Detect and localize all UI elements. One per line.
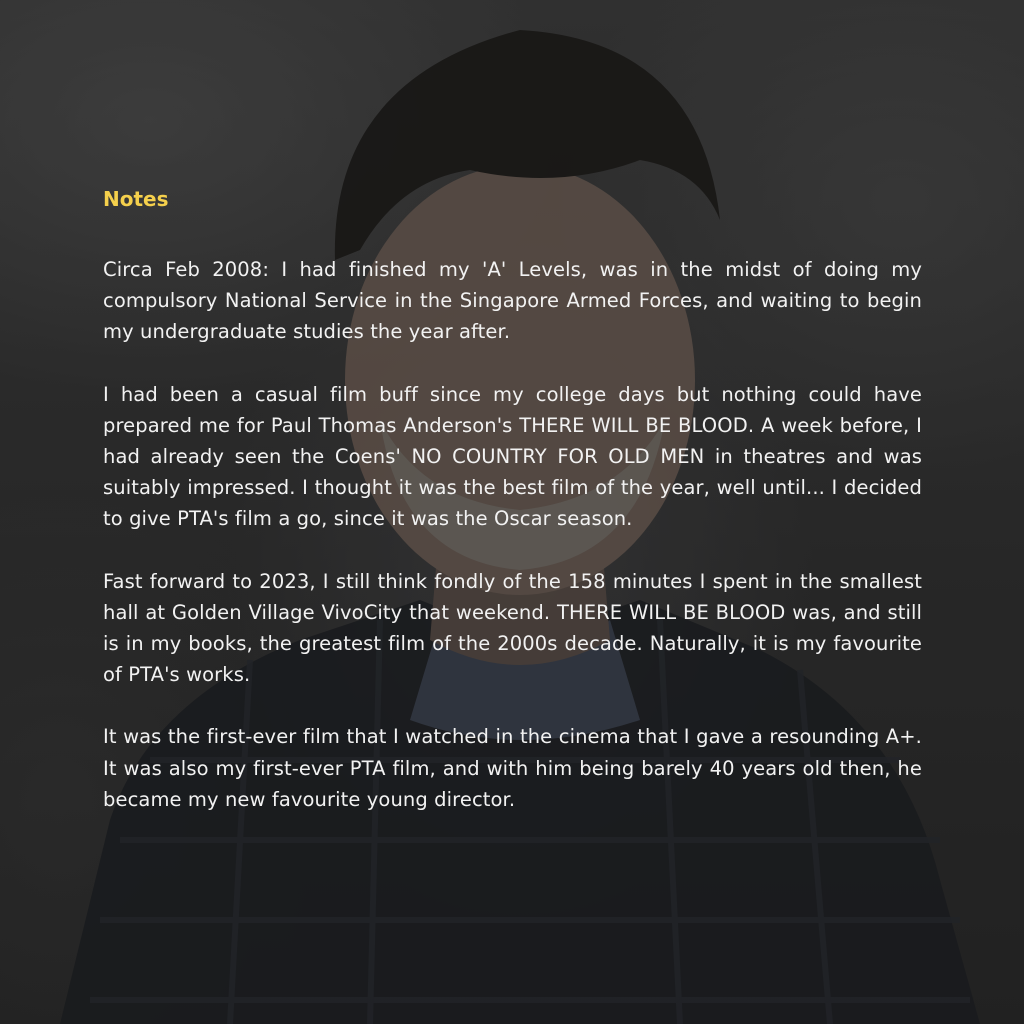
notes-heading: Notes [103,187,169,211]
notes-paragraph-1: Circa Feb 2008: I had finished my 'A' Levels, was in the midst of doing my compulsory National Service in the Singapore Armed Forces, and waiting to begin my undergraduate studies the year after. [103,258,922,344]
notes-paragraph-3: Fast forward to 2023, I still think fondly of the 158 minutes I spent in the smallest hall at Golden Village VivoCity that weekend. THERE WILL BE BLOOD was, and still is in my books, the greatest film of the 2000s decade. Naturally, it is my favourite of PTA's works. [103,569,922,687]
notes-paragraph-4: It was the first-ever film that I watched in the cinema that I gave a resounding A+. It was also my first-ever PTA film, and with him being barely 40 years old then, he became my new favourite young director. [103,725,922,811]
notes-paragraph-2: I had been a casual film buff since my college days but nothing could have prepared me for Paul Thomas Anderson's THERE WILL BE BLOOD. A week before, I had already seen the Coens' NO COUNTRY FOR OLD MEN in theatres and was suitably impressed. I thought it was the best film of the year, well until... I decided to give PTA's film a go, since it was the Oscar season. [103,382,922,531]
notes-block [103,184,922,846]
